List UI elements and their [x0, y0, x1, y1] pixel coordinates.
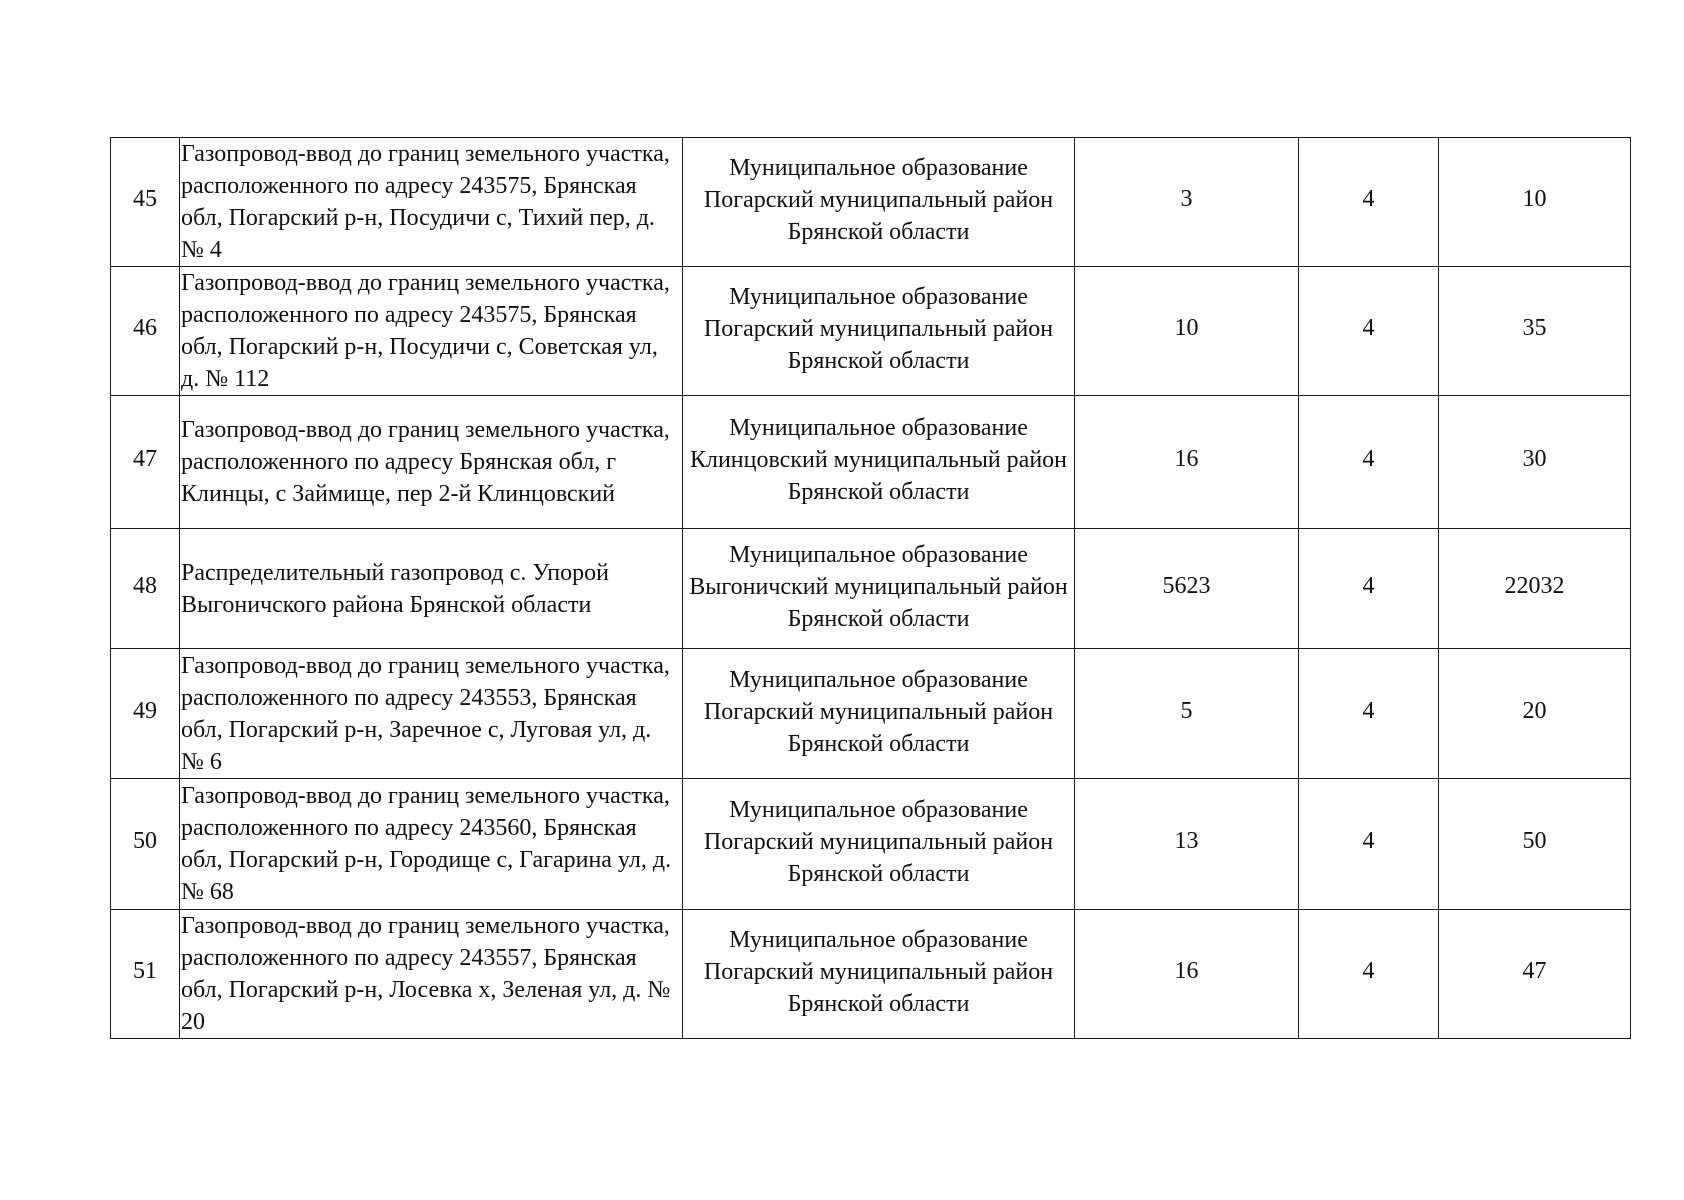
owner-name: Муниципальное образование Погарский муниципальный район Брянской области [703, 927, 1054, 1017]
category-cell [1299, 267, 1439, 396]
table-row [111, 529, 1631, 649]
category-value: 4 [1362, 697, 1375, 724]
category-cell [1299, 649, 1439, 779]
gas-pipeline-registry-table [110, 137, 1631, 1039]
length-cell [1075, 396, 1299, 529]
row-number-cell [111, 529, 180, 649]
row-number-cell [111, 138, 180, 267]
object-name: Газопровод-ввод до границ земельного участка, расположенного по адресу 243557, Брянская обл, Погарский р-н, Лосевка х, Зеленая ул, д. № 20 [181, 913, 671, 1035]
category-cell [1299, 138, 1439, 267]
row-number: 50 [133, 828, 157, 854]
length-cell [1075, 649, 1299, 779]
value-amount: 35 [1522, 315, 1547, 341]
object-name-cell [180, 649, 683, 779]
category-value: 4 [1362, 446, 1375, 472]
owner-name: Муниципальное образование Погарский муниципальный район Брянской области [703, 155, 1054, 245]
row-number-cell [111, 267, 180, 396]
row-number: 51 [133, 958, 157, 984]
value-cell [1439, 779, 1631, 910]
owner-cell [683, 779, 1075, 910]
owner-name: Муниципальное образование Погарский муниципальный район Брянской области [703, 284, 1054, 374]
row-number-cell [111, 649, 180, 779]
owner-cell [683, 649, 1075, 779]
row-number: 49 [133, 697, 157, 724]
category-cell [1299, 779, 1439, 910]
table-row [111, 267, 1631, 396]
category-cell [1299, 529, 1439, 649]
object-name: Газопровод-ввод до границ земельного участка, расположенного по адресу 243560, Брянская обл, Погарский р-н, Городище с, Гагарина ул, д. № 68 [181, 783, 672, 905]
category-value: 4 [1362, 572, 1375, 599]
length-value: 10 [1174, 315, 1199, 341]
length-cell [1075, 267, 1299, 396]
row-number: 46 [133, 315, 157, 341]
row-number: 47 [133, 446, 157, 472]
owner-name: Муниципальное образование Погарский муниципальный район Брянской области [703, 797, 1054, 887]
value-amount: 10 [1522, 186, 1547, 212]
value-amount: 20 [1522, 697, 1547, 724]
length-value: 5 [1180, 697, 1193, 724]
table-row [111, 649, 1631, 779]
length-value: 16 [1174, 958, 1199, 984]
value-amount: 47 [1522, 958, 1547, 984]
owner-cell [683, 138, 1075, 267]
owner-name: Муниципальное образование Погарский муниципальный район Брянской области [703, 666, 1054, 757]
object-name: Газопровод-ввод до границ земельного участка, расположенного по адресу 243575, Брянская обл, Погарский р-н, Посудичи с, Тихий пер, д. № 4 [181, 141, 670, 263]
object-name: Распределительный газопровод с. Упорой Выгоничского района Брянской области [181, 559, 609, 618]
owner-cell [683, 529, 1075, 649]
category-value: 4 [1362, 186, 1375, 212]
value-cell [1439, 138, 1631, 267]
object-name: Газопровод-ввод до границ земельного участка, расположенного по адресу 243575, Брянская обл, Погарский р-н, Посудичи с, Советская ул, д. № 112 [181, 270, 670, 392]
object-name-cell [180, 267, 683, 396]
length-value: 16 [1174, 446, 1199, 472]
table-row [111, 779, 1631, 910]
object-name: Газопровод-ввод до границ земельного участка, расположенного по адресу 243553, Брянская обл, Погарский р-н, Заречное с, Луговая ул, д. № 6 [181, 652, 670, 775]
object-name: Газопровод-ввод до границ земельного участка, расположенного по адресу Брянская обл, г Клинцы, с Займище, пер 2-й Клинцовский [181, 417, 670, 507]
value-cell [1439, 396, 1631, 529]
value-amount: 50 [1522, 828, 1547, 854]
length-cell [1075, 910, 1299, 1039]
length-cell [1075, 138, 1299, 267]
row-number: 48 [133, 572, 157, 599]
length-value: 5623 [1162, 572, 1211, 599]
category-value: 4 [1362, 828, 1375, 854]
owner-cell [683, 267, 1075, 396]
length-value: 13 [1174, 828, 1199, 854]
table-row [111, 396, 1631, 529]
row-number-cell [111, 910, 180, 1039]
owner-name: Муниципальное образование Выгоничский муниципальный район Брянской области [689, 541, 1068, 632]
length-cell [1075, 529, 1299, 649]
row-number-cell [111, 396, 180, 529]
table-row [111, 910, 1631, 1039]
category-value: 4 [1362, 315, 1375, 341]
object-name-cell [180, 910, 683, 1039]
owner-name: Муниципальное образование Клинцовский муниципальный район Брянской области [689, 415, 1068, 505]
object-name-cell [180, 396, 683, 529]
value-amount: 30 [1522, 446, 1547, 472]
length-value: 3 [1180, 186, 1193, 212]
value-cell [1439, 529, 1631, 649]
row-number: 45 [133, 186, 157, 212]
length-cell [1075, 779, 1299, 910]
value-amount: 22032 [1504, 572, 1565, 599]
value-cell [1439, 649, 1631, 779]
owner-cell [683, 396, 1075, 529]
object-name-cell [180, 529, 683, 649]
category-cell [1299, 396, 1439, 529]
row-number-cell [111, 779, 180, 910]
table-row [111, 138, 1631, 267]
owner-cell [683, 910, 1075, 1039]
category-value: 4 [1362, 958, 1375, 984]
value-cell [1439, 267, 1631, 396]
value-cell [1439, 910, 1631, 1039]
category-cell [1299, 910, 1439, 1039]
object-name-cell [180, 779, 683, 910]
object-name-cell [180, 138, 683, 267]
